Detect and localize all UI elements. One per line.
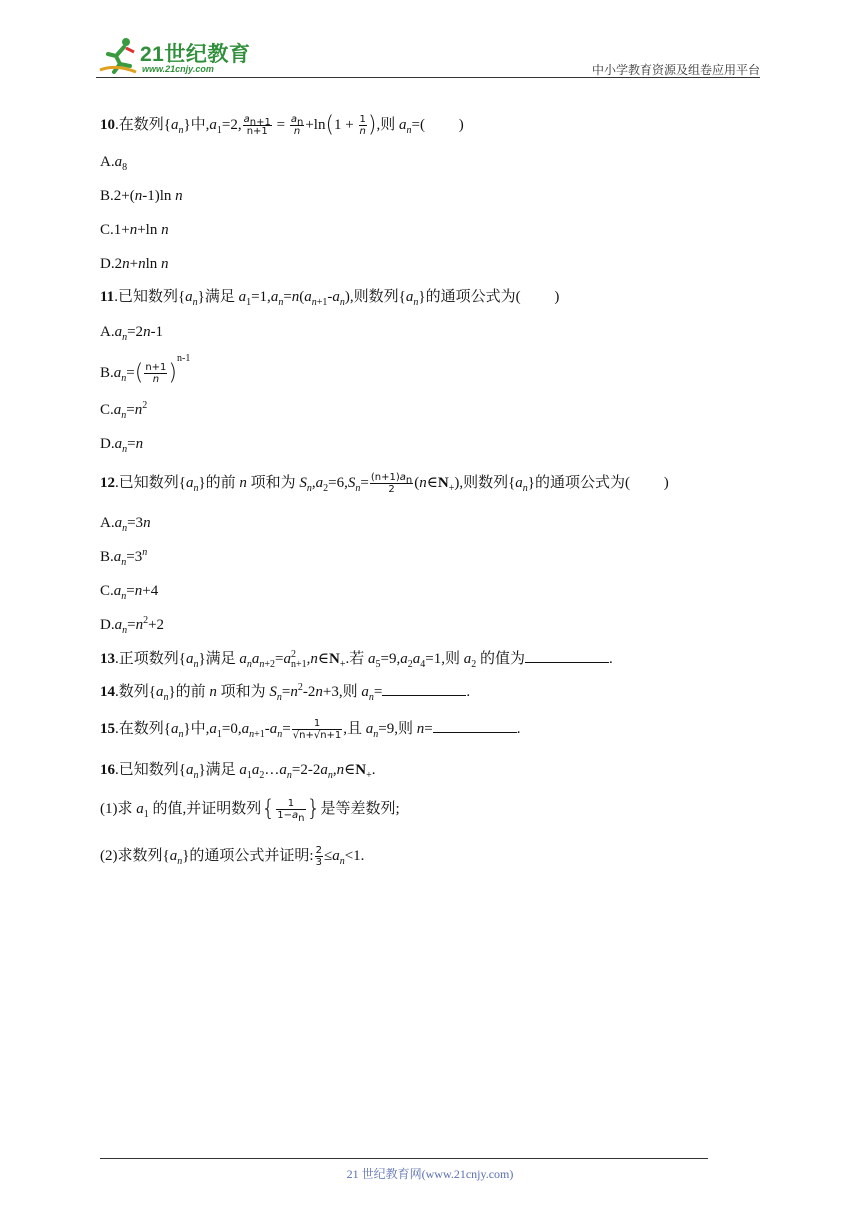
- runner-icon: [96, 36, 140, 76]
- question-12-stem: 12.已知数列$\{a_n\}$的前 n 项和为 $S_n,a_2=6,S_n=$ $\frac{(n+1)a_n}{2}$ $(n\in N_+)$,则数列$\{a_n\}$的通项公式为( ): [100, 472, 669, 495]
- question-11-option-d: $D.a_n=n$: [100, 436, 144, 455]
- question-10-option-d: D.2n+nln n: [100, 256, 169, 272]
- answer-blank[interactable]: [382, 681, 466, 696]
- question-number: 15: [100, 721, 115, 737]
- footer-divider: [100, 1158, 708, 1159]
- question-number: 13: [100, 651, 115, 667]
- question-11-option-b: $B.a_n=$( $\frac{n+1}{n}$ )$^{n-1}$: [100, 352, 191, 386]
- question-16-part-1: (1)求 $a_1$ 的值,并证明数列{ $\frac{1}{1-a_n}$ }是等差数列;: [100, 796, 400, 824]
- question-10-option-b: B.2+(n-1)ln n: [100, 188, 183, 204]
- question-number: 14: [100, 684, 115, 700]
- question-12-option-b: $B.a_n=3^n$: [100, 547, 148, 568]
- question-12-option-c: $C.a_n=n+4$: [100, 583, 159, 602]
- header-divider: [96, 77, 760, 78]
- question-10-option-a: $A.a_8$: [100, 154, 128, 173]
- header-platform-name: 中小学教育资源及组卷应用平台: [591, 63, 760, 77]
- footer-text: 21 世纪教育网(www.21cnjy.com): [346, 1167, 514, 1181]
- answer-blank[interactable]: [433, 718, 517, 733]
- question-14: 14.数列$\{a_n\}$的前 n 项和为 $S_n=n^2-2n+3$,则 $a_n=$ .: [100, 682, 471, 703]
- question-10-option-c: C.1+n+ln n: [100, 222, 169, 238]
- question-12-option-a: $A.a_n=3n$: [100, 515, 151, 534]
- question-16-part-2: (2)求数列$\{a_n\}$的通项公式并证明: $\frac{2}{3}$ $\le a_n<1$.: [100, 845, 365, 868]
- question-15: 15.在数列$\{a_n\}$中$,a_1=0,a_{n+1}-a_n=$ $\frac{1}{√n+√n+1}$ ,且 $a_n=9$,则 n= .: [100, 718, 521, 742]
- question-11-option-c: $C.a_n=n^2$: [100, 400, 148, 421]
- logo-text: 21世纪教育: [140, 43, 251, 66]
- question-number: 11: [100, 289, 115, 305]
- logo-url: www.21cnjy.com: [142, 64, 214, 74]
- site-logo: [96, 36, 256, 78]
- question-11-option-a: $A.a_n=2n-1$: [100, 324, 164, 343]
- question-number: 16: [100, 762, 115, 778]
- question-12-option-d: $D.a_n=n^2+2$: [100, 615, 165, 636]
- question-10-stem: 10.在数列$\{a_n\}$中$,a_1=2$, $\frac{a_{n+1}}{n+1}$ = $\frac{a_n}{n}$ +ln(1 + $\frac{1}{n}$ ),则 $a_n=$( ): [100, 112, 464, 138]
- question-number: 10: [100, 116, 115, 133]
- answer-blank[interactable]: [525, 648, 609, 663]
- question-number: 12: [100, 474, 115, 491]
- question-13: 13.正项数列$\{a_n\}$满足 $a_na_{n+2}=a$ 2 n+1 $,n\in N_+$.若 $a_5=9,a_2a_4=1$,则 $a_2$ 的值为 .: [100, 648, 613, 670]
- question-11-stem: 11.已知数列$\{a_n\}$满足 $a_1=1,a_n=n(a_{n+1}-a_n)$,则数列$\{a_n\}$的通项公式为( ): [100, 289, 560, 308]
- question-16-stem: 16.已知数列$\{a_n\}$满足 $a_1a_2\dots a_n=2-2a_n,n\in N_+$.: [100, 762, 376, 781]
